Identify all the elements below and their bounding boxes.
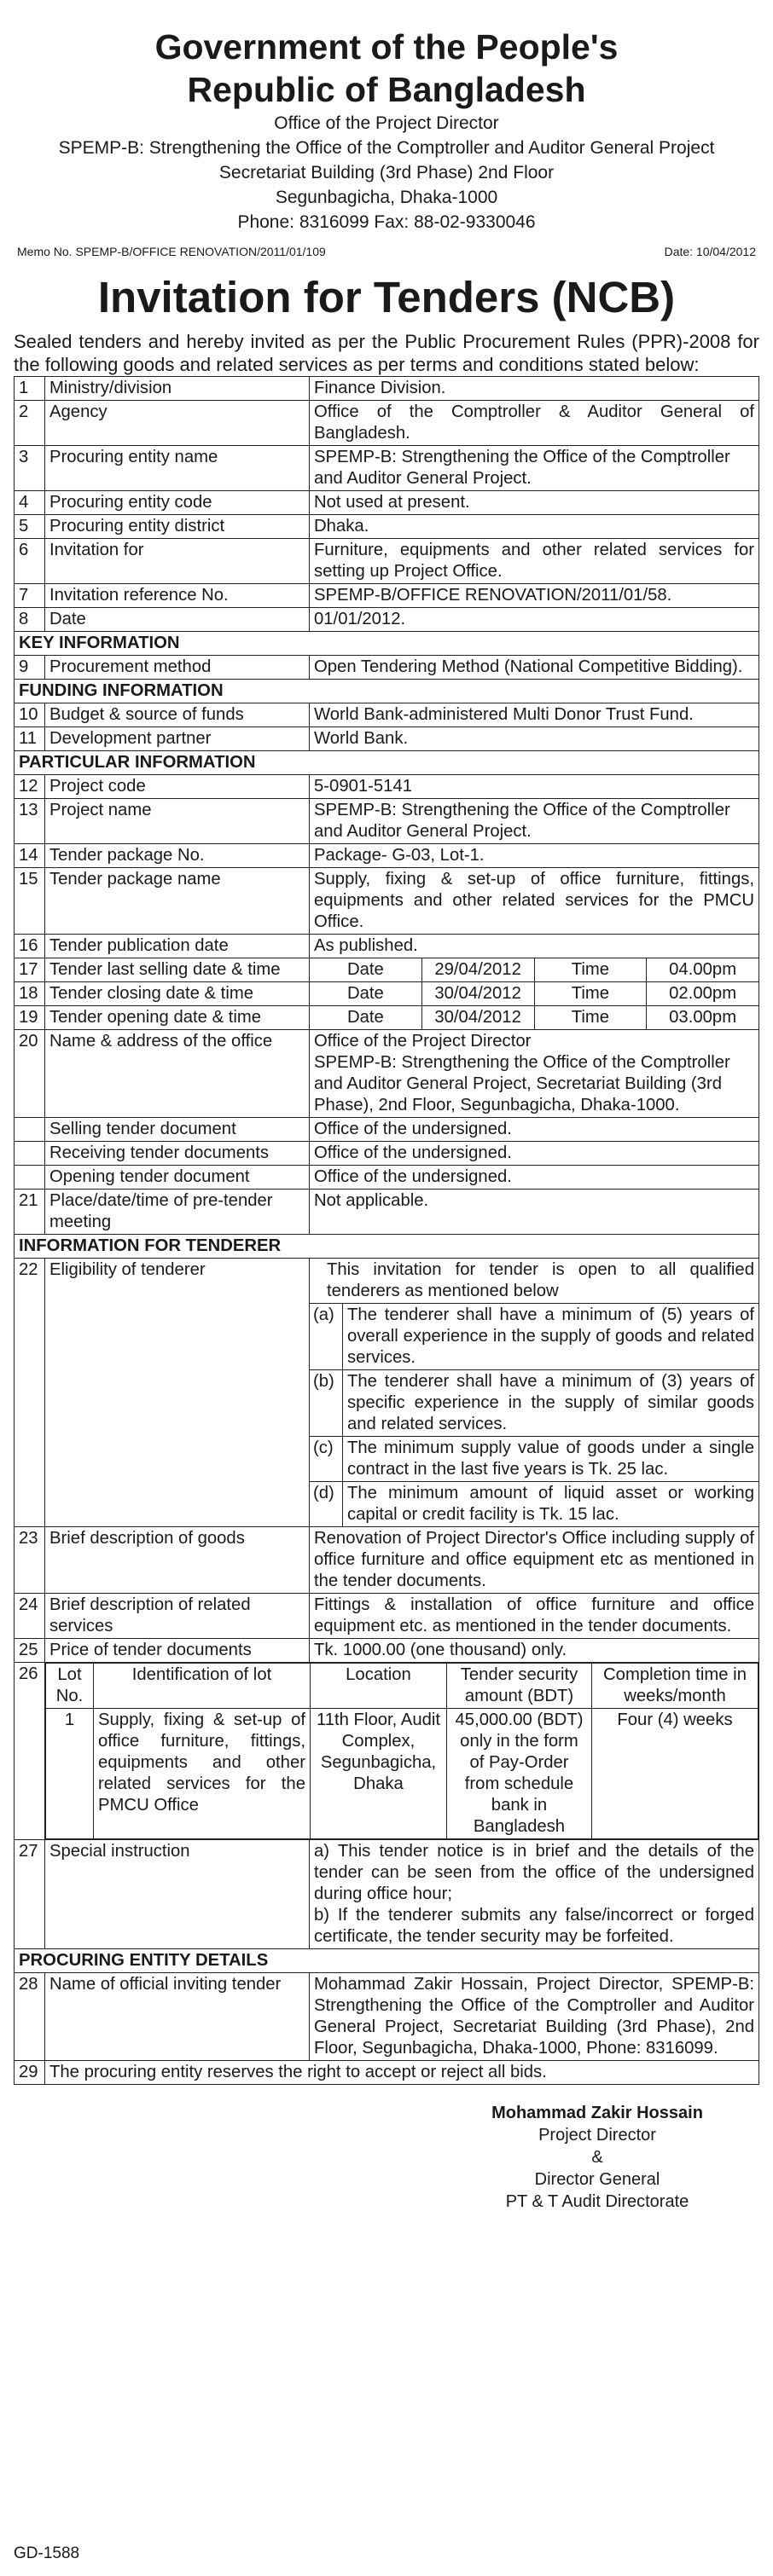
- row-value: Not used at present.: [310, 491, 759, 515]
- row-label: Agency: [45, 401, 310, 446]
- row-value: World Bank.: [310, 727, 759, 751]
- row-number: 7: [15, 584, 45, 608]
- eligibility-cell: [310, 1259, 759, 1527]
- row-label: Procuring entity name: [45, 446, 310, 491]
- date-label: Date: [310, 982, 422, 1006]
- time-label: Time: [534, 982, 647, 1006]
- item-key: (b): [310, 1370, 343, 1437]
- table-row: [15, 703, 759, 727]
- date-label: Date: [310, 958, 422, 982]
- row-value: Fittings & installation of office furniture and office equipment etc. as mentioned in the tender documents.: [310, 1594, 759, 1639]
- row-value: SPEMP-B: Strengthening the Office of the Comptroller and Auditor General Project.: [310, 799, 759, 844]
- row-label: Special instruction: [45, 1840, 310, 1949]
- row-label: Tender publication date: [45, 935, 310, 958]
- instruction-b: b) If the tenderer submits any false/incorrect or forged certificate, the tender security may be forfeited.: [314, 1906, 754, 1946]
- lot-completion: Four (4) weeks: [592, 1709, 758, 1839]
- table-row: [15, 935, 759, 958]
- item-text: The tenderer shall have a minimum of (3) years of specific experience in the supply of similar goods and related services.: [343, 1370, 759, 1437]
- row-number: 10: [15, 703, 45, 727]
- row-number: [15, 1118, 45, 1142]
- table-row: [15, 2061, 759, 2085]
- project-line: SPEMP-B: Strengthening the Office of the Comptroller and Auditor General Project: [58, 138, 715, 158]
- row-number: 17: [15, 958, 45, 982]
- row-label: Name of official inviting tender: [45, 1973, 310, 2061]
- row-value: Office of the undersigned.: [310, 1166, 759, 1190]
- time-value: 04.00pm: [647, 958, 759, 982]
- lot-data-row: [46, 1709, 758, 1839]
- table-row: [15, 1190, 759, 1235]
- lot-number: 1: [46, 1709, 94, 1839]
- table-row: [15, 1840, 759, 1949]
- signature-block: [14, 2102, 759, 2213]
- row-number: 15: [15, 868, 45, 935]
- section-funding-information: FUNDING INFORMATION: [15, 680, 759, 703]
- row-label: Invitation for: [45, 539, 310, 584]
- section-row: [15, 632, 759, 656]
- section-key-information: KEY INFORMATION: [15, 632, 759, 656]
- row-number: 28: [15, 1973, 45, 2061]
- row-label: Budget & source of funds: [45, 703, 310, 727]
- row-number: 6: [15, 539, 45, 584]
- lot-table-cell: [45, 1663, 759, 1840]
- table-row: [15, 401, 759, 446]
- gov-line-2: Republic of Bangladesh: [187, 70, 586, 109]
- row-value: Open Tendering Method (National Competitive Bidding).: [310, 656, 759, 680]
- table-row: [15, 608, 759, 632]
- row-number: 4: [15, 491, 45, 515]
- table-row: [15, 656, 759, 680]
- item-text: The minimum supply value of goods under a single contract in the last five years is Tk. 25 lac.: [343, 1437, 759, 1482]
- table-row: [15, 1527, 759, 1594]
- row-number: 13: [15, 799, 45, 844]
- table-row: [15, 775, 759, 799]
- row-label: Procurement method: [45, 656, 310, 680]
- list-item: [310, 1304, 758, 1370]
- building-line: Secretariat Building (3rd Phase) 2nd Floor: [218, 163, 555, 182]
- table-row: [15, 377, 759, 401]
- row-number: 5: [15, 515, 45, 539]
- office-address: SPEMP-B: Strengthening the Office of the Comptroller and Auditor General Project, Secretariat Building (3rd Phase), 2nd Floor, Segunbagicha, Dhaka-1000.: [314, 1053, 730, 1114]
- row-number: 23: [15, 1527, 45, 1594]
- table-row: [15, 799, 759, 844]
- row-value: [310, 1030, 759, 1118]
- row-number: 27: [15, 1840, 45, 1949]
- lot-header: Location: [311, 1664, 447, 1709]
- time-value: 02.00pm: [647, 982, 759, 1006]
- row-number: 16: [15, 935, 45, 958]
- notice-title: Invitation for Tenders (NCB): [97, 273, 676, 321]
- time-label: Time: [534, 1006, 647, 1030]
- office-name: Office of the Project Director: [314, 1032, 532, 1051]
- row-value: Tk. 1000.00 (one thousand) only.: [310, 1639, 759, 1663]
- footer-code: GD-1588: [14, 2544, 80, 2562]
- row-number: 26: [15, 1663, 45, 1840]
- row-label: Receiving tender documents: [45, 1142, 310, 1166]
- lot-header: Tender security amount (BDT): [447, 1664, 592, 1709]
- row-label: Opening tender document: [45, 1166, 310, 1190]
- item-text: The tenderer shall have a minimum of (5) years of overall experience in the supply of goods and related services.: [343, 1304, 759, 1370]
- date-value: 30/04/2012: [421, 1006, 534, 1030]
- row-label: Place/date/time of pre-tender meeting: [45, 1190, 310, 1235]
- lot-location: 11th Floor, Audit Complex, Segunbagicha, Dhaka: [311, 1709, 447, 1839]
- table-row: [15, 1166, 759, 1190]
- row-label: Brief description of related services: [45, 1594, 310, 1639]
- lot-security: 45,000.00 (BDT) only in the form of Pay-Order from schedule bank in Bangladesh: [447, 1709, 592, 1839]
- section-particular-information: PARTICULAR INFORMATION: [15, 751, 759, 775]
- table-row: [15, 446, 759, 491]
- table-row: [15, 1973, 759, 2061]
- row-value: SPEMP-B: Strengthening the Office of the Comptroller and Auditor General Project.: [310, 446, 759, 491]
- row-number: 8: [15, 608, 45, 632]
- item-key: (a): [310, 1304, 343, 1370]
- table-row: [15, 1639, 759, 1663]
- row-number: 19: [15, 1006, 45, 1030]
- row-number: 18: [15, 982, 45, 1006]
- row-value: World Bank-administered Multi Donor Trust Fund.: [310, 703, 759, 727]
- row-number: 22: [15, 1259, 45, 1527]
- item-text: The minimum amount of liquid asset or working capital or credit facility is Tk. 15 lac.: [343, 1482, 759, 1527]
- table-row: [15, 868, 759, 935]
- section-row: [15, 1949, 759, 1973]
- row-label: Tender last selling date & time: [45, 958, 310, 982]
- item-key: (c): [310, 1437, 343, 1482]
- row-value: Finance Division.: [310, 377, 759, 401]
- row-value: Dhaka.: [310, 515, 759, 539]
- date-row: [15, 958, 759, 982]
- row-value: 01/01/2012.: [310, 608, 759, 632]
- row-label: Name & address of the office: [45, 1030, 310, 1118]
- row-value: Renovation of Project Director's Office including supply of office furniture and office equipment etc as mentioned in the tender documents.: [310, 1527, 759, 1594]
- date-row: [15, 1006, 759, 1030]
- eligibility-intro: This invitation for tender is open to all qualified tenderers as mentioned below: [327, 1260, 754, 1300]
- date-value: 30/04/2012: [421, 982, 534, 1006]
- row-number: 24: [15, 1594, 45, 1639]
- row-value: Package- G-03, Lot-1.: [310, 844, 759, 868]
- date-value: 29/04/2012: [421, 958, 534, 982]
- table-row: [15, 539, 759, 584]
- row-label: Brief description of goods: [45, 1527, 310, 1594]
- row-value: The procuring entity reserves the right to accept or reject all bids.: [45, 2061, 759, 2085]
- table-row: [15, 727, 759, 751]
- section-row: [15, 1235, 759, 1259]
- phone-line: Phone: 8316099 Fax: 88-02-9330046: [237, 212, 536, 232]
- row-number: 11: [15, 727, 45, 751]
- office-line: Office of the Project Director: [274, 113, 499, 133]
- lot-header: Completion time in weeks/month: [592, 1664, 758, 1709]
- row-value: Supply, fixing & set-up of office furniture, fittings, equipments and other related services for the PMCU Office.: [310, 868, 759, 935]
- row-label: Tender opening date & time: [45, 1006, 310, 1030]
- row-label: Procuring entity code: [45, 491, 310, 515]
- memo-row: [14, 245, 759, 258]
- header: [14, 26, 759, 234]
- section-row: [15, 751, 759, 775]
- signatory-title-1: Project Director: [538, 2126, 656, 2145]
- signatory-name: Mohammad Zakir Hossain: [491, 2104, 703, 2122]
- lot-row: [15, 1663, 759, 1840]
- table-row: [15, 844, 759, 868]
- address-line: Segunbagicha, Dhaka-1000: [275, 188, 498, 207]
- eligibility-row: [15, 1259, 759, 1527]
- section-procuring-entity-details: PROCURING ENTITY DETAILS: [15, 1949, 759, 1973]
- row-label: Invitation reference No.: [45, 584, 310, 608]
- table-row: [15, 1142, 759, 1166]
- table-row: [15, 1030, 759, 1118]
- table-row: [15, 515, 759, 539]
- list-item: [310, 1482, 758, 1527]
- row-value: [310, 1840, 759, 1949]
- section-row: [15, 680, 759, 703]
- lot-identification: Supply, fixing & set-up of office furniture, fittings, equipments and other related services for the PMCU Office: [94, 1709, 311, 1839]
- row-value: Office of the undersigned.: [310, 1142, 759, 1166]
- tender-table: [14, 376, 759, 2085]
- list-item: [310, 1437, 758, 1482]
- row-number: 25: [15, 1639, 45, 1663]
- row-number: 12: [15, 775, 45, 799]
- list-item: [310, 1370, 758, 1437]
- row-number: 29: [15, 2061, 45, 2085]
- row-label: Date: [45, 608, 310, 632]
- memo-number: Memo No. SPEMP-B/OFFICE RENOVATION/2011/01/109: [17, 245, 326, 258]
- row-label: Tender closing date & time: [45, 982, 310, 1006]
- row-label: Selling tender document: [45, 1118, 310, 1142]
- row-value: SPEMP-B/OFFICE RENOVATION/2011/01/58.: [310, 584, 759, 608]
- lot-header: Identification of lot: [94, 1664, 311, 1709]
- row-value: Office of the undersigned.: [310, 1118, 759, 1142]
- row-number: 3: [15, 446, 45, 491]
- date-label: Date: [310, 1006, 422, 1030]
- time-label: Time: [534, 958, 647, 982]
- row-number: 9: [15, 656, 45, 680]
- time-value: 03.00pm: [647, 1006, 759, 1030]
- row-value: 5-0901-5141: [310, 775, 759, 799]
- item-key: (d): [310, 1482, 343, 1527]
- row-label: Project name: [45, 799, 310, 844]
- row-label: Price of tender documents: [45, 1639, 310, 1663]
- date-row: [15, 982, 759, 1006]
- signatory-title-3: PT & T Audit Directorate: [505, 2192, 689, 2211]
- memo-date: Date: 10/04/2012: [664, 245, 756, 258]
- row-value: As published.: [310, 935, 759, 958]
- row-label: Tender package name: [45, 868, 310, 935]
- instruction-a: a) This tender notice is in brief and the details of the tender can be seen from the office of the undersigned during office hour;: [314, 1842, 754, 1903]
- row-label: Tender package No.: [45, 844, 310, 868]
- table-row: [15, 584, 759, 608]
- row-value: Mohammad Zakir Hossain, Project Director, SPEMP-B: Strengthening the Office of the Comptroller and Auditor General Project, Secretariat Building (3rd Phase), 2nd Floor, Segunbagicha, Dhaka-1000, Phone: 8316099.: [310, 1973, 759, 2061]
- lot-header: Lot No.: [46, 1664, 94, 1709]
- table-row: [15, 491, 759, 515]
- row-value: Office of the Comptroller & Auditor General of Bangladesh.: [310, 401, 759, 446]
- gov-line-1: Government of the People's: [154, 27, 619, 67]
- row-number: [15, 1166, 45, 1190]
- row-label: Project code: [45, 775, 310, 799]
- row-number: 2: [15, 401, 45, 446]
- row-number: [15, 1142, 45, 1166]
- signatory-amp: &: [591, 2148, 603, 2167]
- row-label: Development partner: [45, 727, 310, 751]
- row-value: Furniture, equipments and other related services for setting up Project Office.: [310, 539, 759, 584]
- table-row: [15, 1594, 759, 1639]
- table-row: [15, 1118, 759, 1142]
- row-label: Ministry/division: [45, 377, 310, 401]
- intro-text: Sealed tenders and hereby invited as per the Public Procurement Rules (PPR)-2008 for the following goods and related services as per terms and conditions stated below:: [14, 331, 759, 375]
- signatory-title-2: Director General: [534, 2170, 660, 2189]
- row-number: 1: [15, 377, 45, 401]
- row-number: 20: [15, 1030, 45, 1118]
- row-number: 21: [15, 1190, 45, 1235]
- row-label: Eligibility of tenderer: [45, 1259, 310, 1527]
- row-number: 14: [15, 844, 45, 868]
- lot-header-row: [46, 1664, 758, 1709]
- row-label: Procuring entity district: [45, 515, 310, 539]
- section-information-for-tenderer: INFORMATION FOR TENDERER: [15, 1235, 759, 1259]
- row-value: Not applicable.: [310, 1190, 759, 1235]
